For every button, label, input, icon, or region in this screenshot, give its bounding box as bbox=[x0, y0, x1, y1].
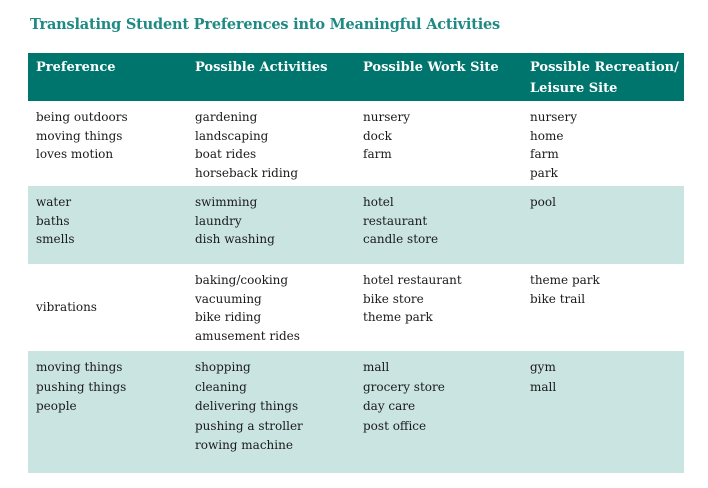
preference-item: loves motion bbox=[36, 147, 114, 161]
header-possible-activities: Possible Activities bbox=[195, 60, 328, 75]
preference-item: water bbox=[36, 195, 72, 209]
activity-item: bike riding bbox=[195, 310, 262, 324]
activity-item: laundry bbox=[195, 213, 242, 228]
activities-cell bbox=[187, 186, 355, 264]
activities-cell bbox=[187, 264, 355, 351]
preference-item: moving things bbox=[36, 360, 123, 374]
work-site-item: theme park bbox=[363, 310, 433, 324]
leisure-site-item: theme park bbox=[530, 273, 600, 287]
preference-item: baths bbox=[36, 213, 70, 228]
work-site-item: post office bbox=[363, 418, 427, 433]
work-site-item: hotel restaurant bbox=[363, 273, 462, 287]
header-possible-recreation-leisure-site: Possible Recreation/ Leisure Site bbox=[530, 60, 679, 96]
preference-item: vibrations bbox=[36, 300, 97, 315]
activity-item: landscaping bbox=[195, 128, 269, 143]
preference-item: pushing things bbox=[36, 379, 127, 394]
page-title: Translating Student Preferences into Meaningful Activities bbox=[30, 16, 501, 33]
preference-cell bbox=[28, 264, 187, 351]
leisure-site-cell bbox=[522, 351, 684, 473]
preference-item: moving things bbox=[36, 128, 123, 143]
activity-item: amusement rides bbox=[195, 328, 300, 343]
leisure-site-item: bike trail bbox=[530, 291, 586, 306]
work-site-item: restaurant bbox=[363, 213, 428, 228]
work-site-cell bbox=[355, 186, 522, 264]
leisure-site-item: gym bbox=[530, 360, 556, 374]
activity-item: shopping bbox=[195, 360, 251, 374]
activity-item: delivering things bbox=[195, 399, 299, 413]
preferences-table bbox=[28, 53, 684, 473]
header-preference: Preference bbox=[36, 60, 116, 75]
activity-item: boat rides bbox=[195, 147, 257, 161]
activity-item: cleaning bbox=[195, 379, 247, 394]
leisure-site-item: park bbox=[530, 165, 558, 180]
activity-item: pushing a stroller bbox=[195, 418, 303, 433]
work-site-item: nursery bbox=[363, 110, 410, 124]
activities-cell bbox=[187, 101, 355, 186]
preference-cell bbox=[28, 101, 187, 186]
table-header-row bbox=[28, 53, 684, 101]
preference-cell bbox=[28, 351, 187, 473]
leisure-site-item: home bbox=[530, 128, 564, 143]
table-row bbox=[28, 101, 684, 186]
work-site-item: mall bbox=[363, 360, 390, 374]
preference-item: being outdoors bbox=[36, 110, 128, 124]
work-site-item: bike store bbox=[363, 291, 424, 306]
work-site-item: day care bbox=[363, 399, 416, 413]
table-row bbox=[28, 351, 684, 473]
leisure-site-item: mall bbox=[530, 379, 557, 394]
leisure-site-cell bbox=[522, 101, 684, 186]
work-site-cell bbox=[355, 101, 522, 186]
activity-item: vacuuming bbox=[195, 291, 262, 306]
leisure-site-cell bbox=[522, 264, 684, 351]
preference-item: people bbox=[36, 399, 77, 413]
leisure-site-cell bbox=[522, 186, 684, 264]
work-site-cell bbox=[355, 264, 522, 351]
leisure-site-item: nursery bbox=[530, 110, 577, 124]
work-site-item: dock bbox=[363, 128, 392, 143]
activity-item: dish washing bbox=[195, 232, 275, 246]
work-site-item: grocery store bbox=[363, 379, 445, 394]
header-possible-work-site: Possible Work Site bbox=[363, 60, 499, 75]
work-site-item: hotel bbox=[363, 195, 394, 209]
work-site-item: candle store bbox=[363, 232, 439, 246]
table-row bbox=[28, 264, 684, 351]
preference-cell bbox=[28, 186, 187, 264]
activity-item: baking/cooking bbox=[195, 273, 289, 287]
activity-item: swimming bbox=[195, 195, 258, 209]
preference-item: smells bbox=[36, 232, 75, 246]
activity-item: gardening bbox=[195, 110, 258, 124]
activity-item: rowing machine bbox=[195, 438, 293, 452]
work-site-cell bbox=[355, 351, 522, 473]
activities-cell bbox=[187, 351, 355, 473]
work-site-item: farm bbox=[363, 147, 392, 161]
table-row bbox=[28, 186, 684, 264]
leisure-site-item: pool bbox=[530, 195, 556, 209]
activity-item: horseback riding bbox=[195, 165, 299, 180]
leisure-site-item: farm bbox=[530, 147, 559, 161]
